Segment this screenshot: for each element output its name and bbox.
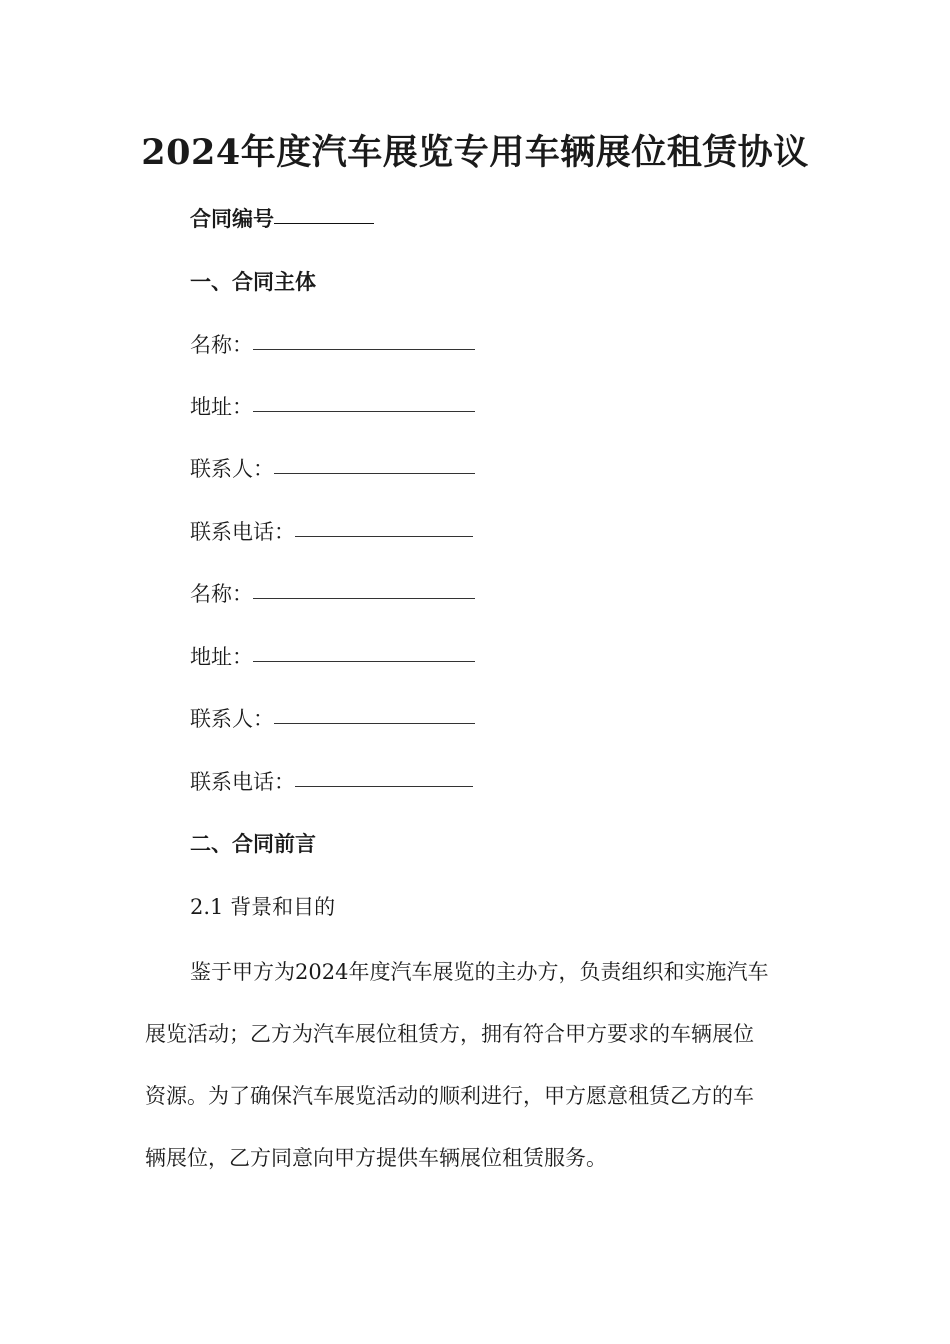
field-row [190, 704, 475, 734]
field-row [190, 642, 475, 672]
field-label: 名称： [190, 333, 253, 357]
field-label: 地址： [190, 395, 253, 419]
background-paragraph [145, 941, 810, 1189]
field-blank [295, 535, 473, 537]
paragraph-line: 资源。为了确保汽车展览活动的顺利进行，甲方愿意租赁乙方的车 [145, 1084, 754, 1108]
paragraph-line: 展览活动；乙方为汽车展位租赁方，拥有符合甲方要求的车辆展位 [145, 1022, 754, 1046]
field-row [190, 767, 473, 797]
contract-number-label: 合同编号 [190, 206, 274, 231]
field-blank [253, 410, 475, 412]
section2-heading: 二、合同前言 [190, 831, 316, 856]
field-row [190, 330, 475, 360]
field-row [190, 392, 475, 422]
section1-heading: 一、合同主体 [190, 269, 316, 294]
field-label: 名称： [190, 582, 253, 606]
field-blank [253, 660, 475, 662]
section2-subheading: 2.1 背景和目的 [190, 895, 336, 919]
field-row [190, 454, 475, 484]
field-blank [274, 472, 475, 474]
field-label: 联系电话： [190, 520, 295, 544]
document-title: 2024年度汽车展览专用车辆展位租赁协议 [141, 132, 809, 173]
field-row [190, 579, 475, 609]
field-blank [253, 597, 475, 599]
field-blank [295, 785, 473, 787]
field-label: 地址： [190, 645, 253, 669]
paragraph-line: 辆展位，乙方同意向甲方提供车辆展位租赁服务。 [145, 1146, 607, 1170]
field-row [190, 517, 473, 547]
field-blank [274, 722, 475, 724]
field-label: 联系人： [190, 457, 274, 481]
contract-number-blank [274, 222, 374, 224]
paragraph-line: 鉴于甲方为2024年度汽车展览的主办方，负责组织和实施汽车 [190, 960, 769, 984]
field-label: 联系人： [190, 707, 274, 731]
field-blank [253, 348, 475, 350]
field-label: 联系电话： [190, 770, 295, 794]
contract-number-line [190, 204, 374, 234]
